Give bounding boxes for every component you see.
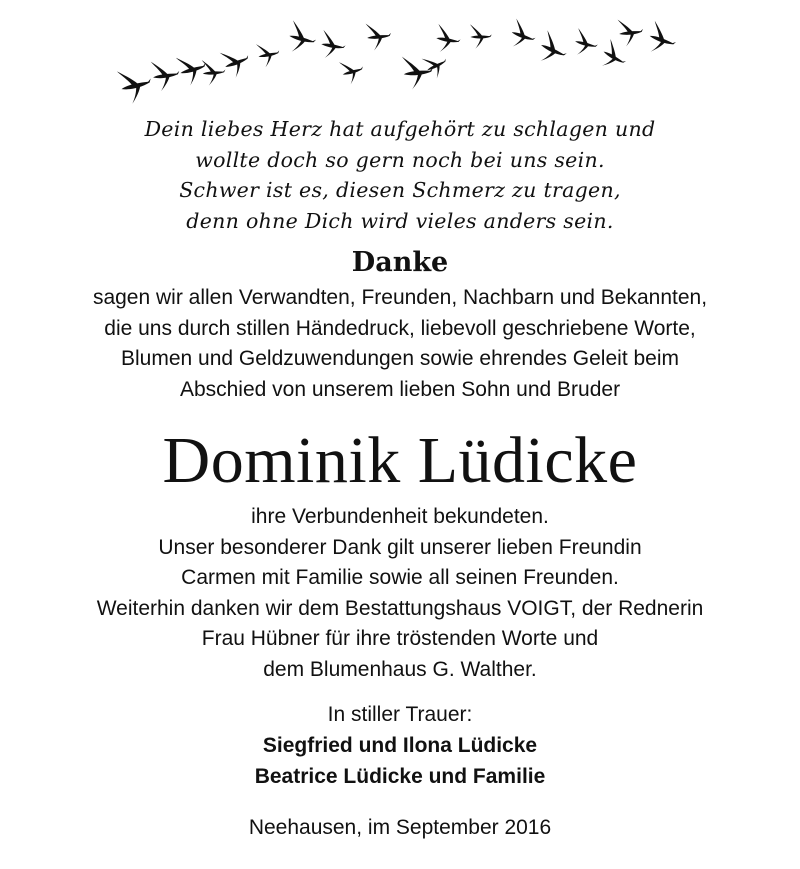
thanks-heading: Danke	[351, 247, 449, 278]
thanks-line: Blumen und Geldzuwendungen sowie ehrendes Geleit beim	[120, 347, 680, 370]
closing-line: Weiterhin danken wir dem Bestattungshaus VOIGT, der Rednerin	[96, 596, 704, 620]
thanks-line: Abschied von unserem lieben Sohn und Bruder	[179, 377, 621, 401]
closing-line: dem Blumenhaus G. Walther.	[263, 657, 537, 681]
mourner-name: Siegfried und Ilona Lüdicke	[262, 734, 538, 757]
closing-text	[0, 502, 800, 685]
mourner-names	[0, 731, 800, 792]
closing-line: ihre Verbundenheit bekundeten.	[251, 505, 549, 528]
place-and-date: Neehausen, im September 2016	[248, 816, 552, 839]
poem-line: wollte doch so gern noch bei uns sein.	[195, 147, 605, 172]
thanks-text	[0, 283, 800, 405]
mourner-name: Beatrice Lüdicke und Familie	[254, 764, 546, 788]
thanks-line: sagen wir allen Verwandten, Freunden, Nachbarn und Bekannten,	[92, 286, 708, 309]
closing-line: Frau Hübner für ihre tröstenden Worte und	[201, 627, 599, 650]
closing-line: Unser besonderer Dank gilt unserer lieben Freundin	[158, 535, 642, 559]
closing-line: Carmen mit Familie sowie all seinen Freunden.	[181, 566, 619, 589]
deceased-name: Dominik Lüdicke	[162, 424, 638, 497]
flying-birds-icon	[0, 0, 800, 110]
mourning-label: In stiller Trauer:	[327, 703, 473, 726]
poem-line: Schwer ist es, diesen Schmerz zu tragen,	[179, 178, 621, 202]
poem-line: denn ohne Dich wird vieles anders sein.	[186, 208, 614, 233]
poem	[0, 114, 800, 236]
poem-line: Dein liebes Herz hat aufgehört zu schlagen und	[144, 117, 656, 141]
thanks-line: die uns durch stillen Händedruck, liebevoll geschriebene Worte,	[104, 316, 696, 340]
